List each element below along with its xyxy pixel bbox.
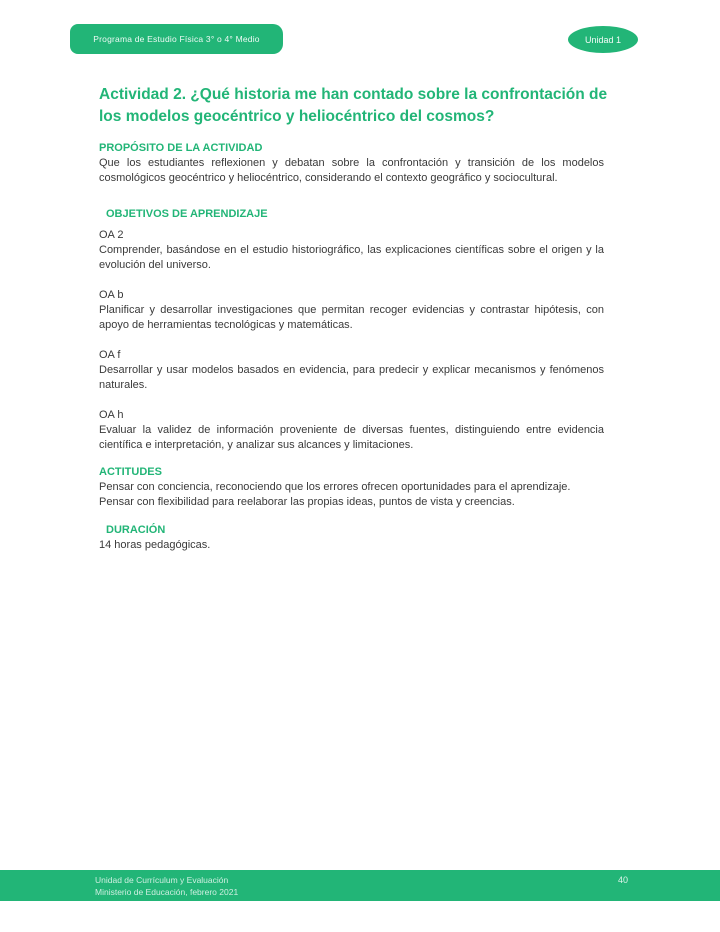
oa-item	[99, 288, 604, 333]
header-program-badge: Programa de Estudio Física 3° o 4° Medio	[70, 24, 283, 54]
footer-credits	[95, 874, 238, 898]
actitudes-line-2: Pensar con flexibilidad para reelaborar las propias ideas, puntos de vista y creencias.	[99, 496, 515, 508]
oa-item	[99, 228, 604, 273]
oa-item-code: OA 2	[99, 229, 124, 241]
actitudes-text	[99, 480, 604, 510]
activity-title-line-1: Actividad 2. ¿Qué historia me han contado sobre la confrontación de	[99, 86, 608, 103]
oa-item-text: Evaluar la validez de información proveniente de diversas fuentes, distinguiendo entre evidencia científica e interpretación, y analizar sus alcances y limitaciones.	[99, 424, 604, 451]
duracion-heading: DURACIÓN	[106, 524, 166, 536]
actitudes-line-1: Pensar con conciencia, reconociendo que los errores ofrecen oportunidades para el aprendizaje.	[99, 481, 571, 493]
footer-bar	[0, 870, 720, 901]
header-unit-badge: Unidad 1	[568, 26, 638, 53]
oa-item	[99, 408, 604, 453]
activity-title	[99, 84, 608, 127]
duracion-text: 14 horas pedagógicas.	[99, 539, 211, 551]
oa-item-code: OA f	[99, 349, 121, 361]
oa-item-text: Desarrollar y usar modelos basados en evidencia, para predecir y explicar mecanismos y fenómenos naturales.	[99, 364, 604, 391]
actitudes-heading: ACTITUDES	[99, 466, 162, 478]
oa-item	[99, 348, 604, 393]
footer-credits-line-1: Unidad de Currículum y Evaluación	[95, 875, 229, 885]
proposito-text: Que los estudiantes reflexionen y debatan sobre la confrontación y transición de los modelos cosmológicos geocéntrico y heliocéntrico, considerando el contexto geográfico y sociocultural.	[99, 157, 604, 184]
objetivos-list	[99, 228, 604, 453]
oa-item-code: OA b	[99, 289, 124, 301]
proposito-heading: PROPÓSITO DE LA ACTIVIDAD	[99, 142, 263, 154]
footer-credits-line-2: Ministerio de Educación, febrero 2021	[95, 887, 239, 897]
oa-item-code: OA h	[99, 409, 124, 421]
objetivos-heading: OBJETIVOS DE APRENDIZAJE	[106, 208, 268, 220]
page-number: 40	[618, 875, 629, 885]
oa-item-text: Planificar y desarrollar investigaciones que permitan recoger evidencias y contrastar hipótesis, con apoyo de herramientas tecnológicas y matemáticas.	[99, 304, 604, 331]
content-column	[99, 0, 608, 553]
activity-title-line-2: los modelos geocéntrico y heliocéntrico del cosmos?	[99, 107, 495, 125]
oa-item-text: Comprender, basándose en el estudio historiográfico, las explicaciones científicas sobre el origen y la evolución del universo.	[99, 244, 604, 271]
